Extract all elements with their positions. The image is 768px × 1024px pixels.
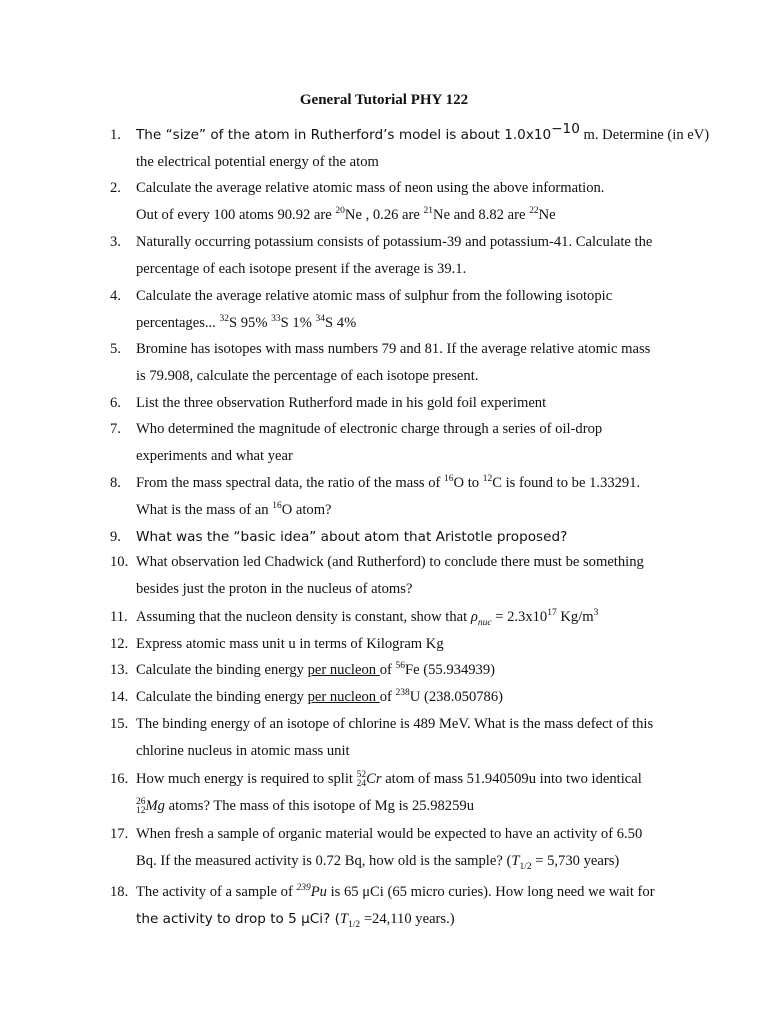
question-number: 5.	[110, 341, 121, 357]
question-number: 12.	[110, 636, 129, 652]
question-number: 14.	[110, 689, 129, 705]
rho-symbol: ρ	[470, 609, 478, 625]
question-text: When fresh a sample of organic material would be expected to have an activity of 6.50 Bq. If the measured activity is 0.72 Bq, how old is the sample? ($T_{1/2} = 5,730$ years)	[136, 826, 643, 872]
question-text: How much energy is required to split 52 24 Cr atom of mass 51.940509u into two identical 26 12 Mg atoms? The mass of this isotope of Mg is 25.98259u	[136, 770, 642, 816]
question-text: The binding energy of an isotope of chlorine is 489 MeV. What is the mass defect of this chlorine nucleus in atomic mass unit	[136, 716, 654, 759]
question-text: Calculate the binding energy per nucleon of $^{238}$U (238.050786)	[136, 688, 503, 705]
question-number: 2.	[110, 180, 121, 196]
question-number: 13.	[110, 662, 129, 678]
question-text: Calculate the binding energy per nucleon of $^{56}$Fe (55.934939)	[136, 661, 496, 678]
question-text: Calculate the average relative atomic mass of neon using the above information. Out of every 100 atoms 90.92 are $^{20}$Ne , 0.26 are $^{21}$Ne and 8.82 are $^{22}$Ne	[136, 180, 605, 223]
question-number: 3.	[110, 234, 121, 250]
question-number: 7.	[110, 421, 121, 437]
question-number: 11.	[110, 609, 128, 625]
question-text: The activity of a sample of $^{239}$Pu is 65 μCi (65 micro curies). How long need we wait for the activity to drop to 5 μCi? ($T_{1/2} =24,110$ years.)	[136, 883, 655, 930]
question-text: Assuming that the nucleon density is constant, show that $\rho_{nuc} = 2.3x10^{17}$ $Kg/m^3$	[136, 608, 599, 628]
question-text: Bromine has isotopes with mass numbers 79 and 81. If the average relative atomic mass is 79.908, calculate the percentage of each isotope present.	[136, 341, 651, 384]
magnesium-nuclide-numbers: 26 12	[136, 797, 146, 816]
question-number: 10.	[110, 554, 129, 570]
question-number: 4.	[110, 288, 121, 304]
question-number: 8.	[110, 475, 121, 491]
question-text: Calculate the average relative atomic mass of sulphur from the following isotopic percentages... $^{32}$S 95% $^{33}$S 1% $^{34}$S 4%	[136, 288, 613, 331]
question-number: 1.	[110, 127, 121, 143]
question-text: What observation led Chadwick (and Rutherford) to conclude there must be something besides just the proton in the nucleus of atoms?	[136, 554, 644, 597]
question-text: List the three observation Rutherford made in his gold foil experiment	[136, 395, 547, 411]
question-number: 16.	[110, 771, 129, 787]
page-title: General Tutorial PHY 122	[299, 92, 469, 108]
question-text: Who determined the magnitude of electronic charge through a series of oil-drop experiments and what year	[136, 421, 603, 464]
question-number: 6.	[110, 395, 121, 411]
question-number: 9.	[110, 529, 121, 545]
question-text: From the mass spectral data, the ratio of the mass of $^{16}$O to $^{12}$C is found to be 1.33291. What is the mass of an $^{16}$O atom?	[136, 474, 641, 518]
question-text: What was the “basic idea” about atom that Aristotle proposed?	[136, 529, 568, 545]
question-number: 18.	[110, 884, 129, 900]
question-text: The “size” of the atom in Rutherford’s model is about $1.0x10^{-10}$ m. Determine (in eV) the electrical potential energy of the atom	[136, 121, 710, 170]
question-number: 17.	[110, 826, 129, 842]
chromium-nuclide-numbers: 52 24	[356, 770, 367, 789]
question-text: Naturally occurring potassium consists of potassium-39 and potassium-41. Calculate the percentage of each isotope present if the average is 39.1.	[136, 234, 653, 277]
question-number: 15.	[110, 716, 129, 732]
question-text: Express atomic mass unit u in terms of Kilogram Kg	[136, 636, 444, 652]
